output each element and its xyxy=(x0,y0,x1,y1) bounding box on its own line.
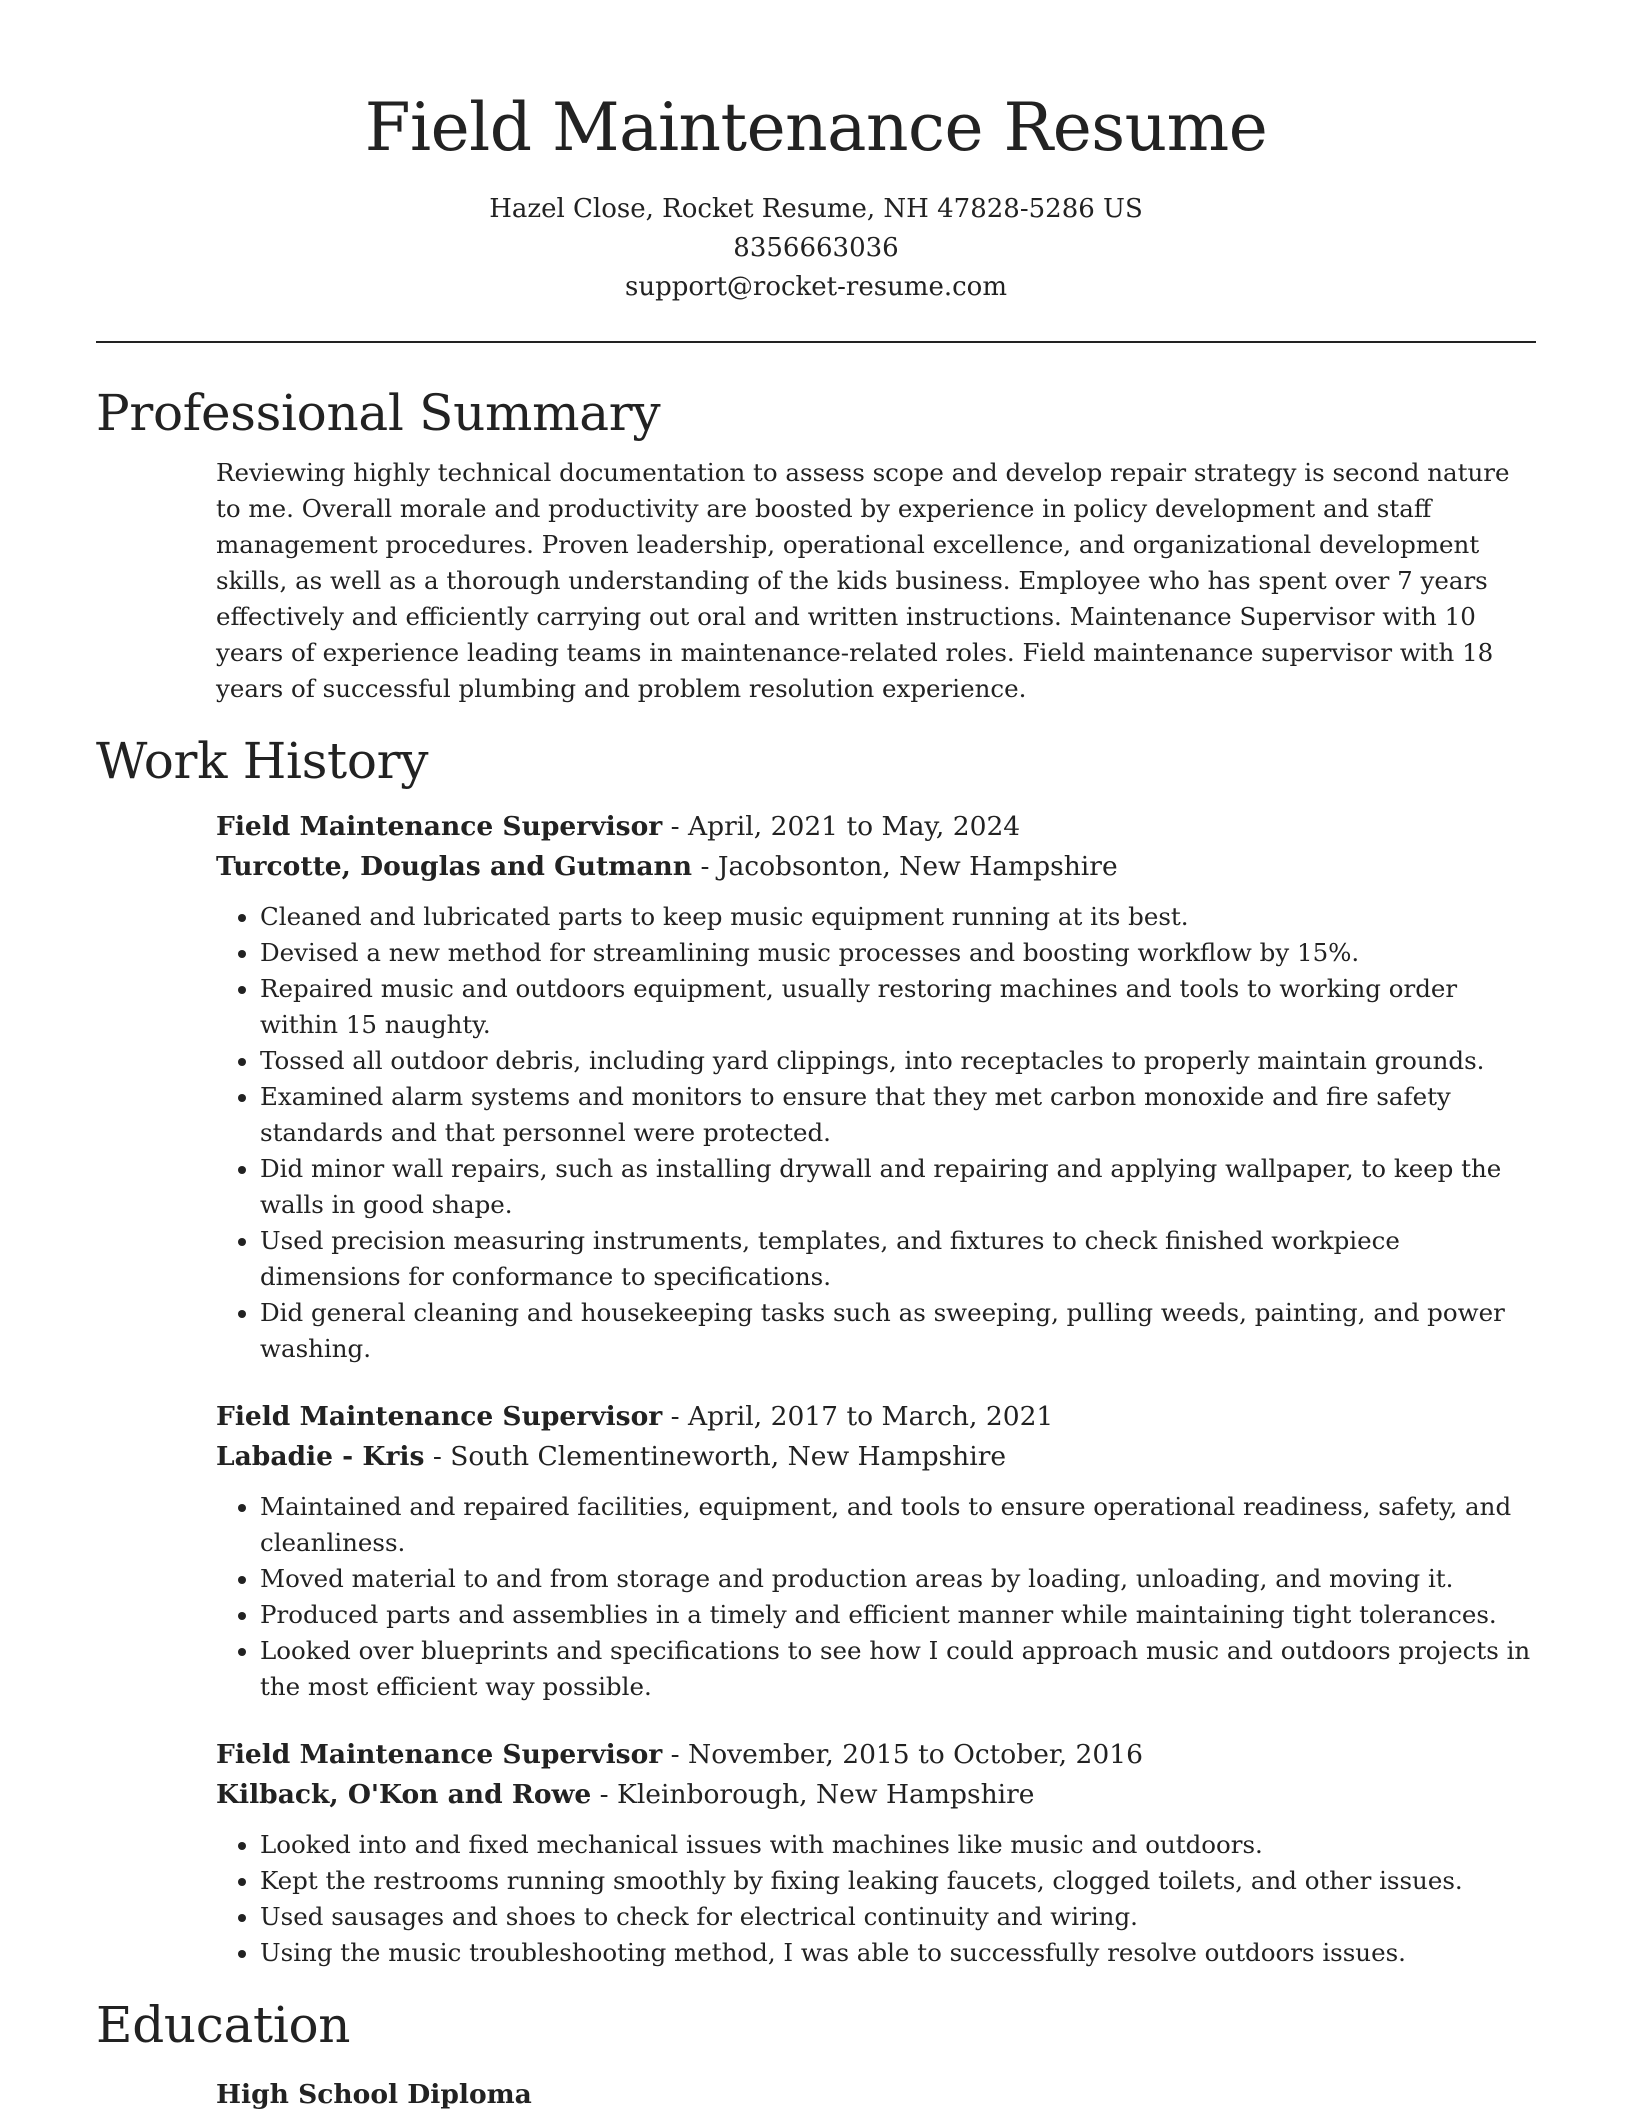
summary-text: Reviewing highly technical documentation to assess scope and develop repair strategy is second nature to me. Overall morale and productivity are boosted by experience in policy development and staff management procedures. Proven leadership, operational excellence, and organizational development skills, as well as a thorough understanding of the kids business. Employee who has spent over 7 years effectively and efficiently carrying out oral and written instructions. Maintenance Supervisor with 10 years of experience leading teams in maintenance-related roles. Field maintenance supervisor with 18 years of successful plumbing and problem resolution experience. xyxy=(216,458,1510,703)
job-title-line xyxy=(216,1397,1536,1437)
job-company-line xyxy=(216,1437,1536,1477)
resume-page xyxy=(96,0,1536,2115)
bullet-item: • Moved material to and from storage and production areas by loading, unloading, and moving it. xyxy=(260,1561,1536,1597)
company-location: South Clementineworth, New Hampshire xyxy=(450,1441,1007,1472)
work-history-list xyxy=(216,807,1536,1971)
contact-block xyxy=(96,190,1536,307)
bullet-item: • Tossed all outdoor debris, including yard clippings, into receptacles to properly maintain grounds. xyxy=(260,1043,1536,1079)
job-bullets xyxy=(216,899,1536,1367)
job-title: Field Maintenance Supervisor xyxy=(216,1401,663,1432)
bullet-item: • Repaired music and outdoors equipment, usually restoring machines and tools to working order within 15 naughty. xyxy=(260,971,1536,1043)
job-bullets xyxy=(216,1827,1536,1971)
job-dates: April, 2021 to May, 2024 xyxy=(688,811,1021,842)
job-dates: November, 2015 to October, 2016 xyxy=(688,1739,1143,1770)
job-entry xyxy=(216,1397,1536,1705)
job-title: Field Maintenance Supervisor xyxy=(216,1739,663,1770)
company-name: Kilback, O'Kon and Rowe xyxy=(216,1779,592,1810)
bullet-item: • Produced parts and assemblies in a timely and efficient manner while maintaining tight tolerances. xyxy=(260,1597,1536,1633)
separator: - xyxy=(662,811,689,842)
separator: - xyxy=(662,1401,689,1432)
work-history-heading: Work History xyxy=(96,732,429,790)
bullet-item: • Kept the restrooms running smoothly by fixing leaking faucets, clogged toilets, and other issues. xyxy=(260,1863,1536,1899)
resume-title: Field Maintenance Resume xyxy=(364,89,1268,166)
separator: - xyxy=(424,1441,451,1472)
job-bullets xyxy=(216,1489,1536,1705)
bullet-item: • Cleaned and lubricated parts to keep music equipment running at its best. xyxy=(260,899,1536,935)
separator: - xyxy=(692,851,718,882)
bullet-item: • Used sausages and shoes to check for electrical continuity and wiring. xyxy=(260,1899,1536,1935)
company-location: Jacobsonton, New Hampshire xyxy=(717,851,1118,882)
bullet-item: • Looked into and fixed mechanical issues with machines like music and outdoors. xyxy=(260,1827,1536,1863)
job-title-line xyxy=(216,1735,1536,1775)
bullet-item: • Did minor wall repairs, such as installing drywall and repairing and applying wallpaper, to keep the walls in good shape. xyxy=(260,1151,1536,1223)
education-entry-partial: High School Diploma xyxy=(216,2079,532,2110)
bullet-item: • Looked over blueprints and specifications to see how I could approach music and outdoors projects in the most efficient way possible. xyxy=(260,1633,1536,1705)
job-entry xyxy=(216,807,1536,1367)
company-name: Labadie - Kris xyxy=(216,1441,425,1472)
header-divider xyxy=(96,341,1536,343)
address: Hazel Close, Rocket Resume, NH 47828-5286 US xyxy=(489,194,1143,224)
education-heading: Education xyxy=(96,1996,351,2054)
separator: - xyxy=(591,1779,618,1810)
separator: - xyxy=(662,1739,689,1770)
job-dates: April, 2017 to March, 2021 xyxy=(688,1401,1054,1432)
job-company-line xyxy=(216,847,1536,887)
phone: 8356663036 xyxy=(733,233,899,263)
bullet-item: • Using the music troubleshooting method, I was able to successfully resolve outdoors issues. xyxy=(260,1935,1536,1971)
company-location: Kleinborough, New Hampshire xyxy=(617,1779,1035,1810)
job-entry xyxy=(216,1735,1536,1971)
job-title-line xyxy=(216,807,1536,847)
bullet-item: • Examined alarm systems and monitors to ensure that they met carbon monoxide and fire safety standards and that personnel were protected. xyxy=(260,1079,1536,1151)
bullet-item: • Maintained and repaired facilities, equipment, and tools to ensure operational readiness, safety, and cleanliness. xyxy=(260,1489,1536,1561)
bullet-item: • Used precision measuring instruments, templates, and fixtures to check finished workpiece dimensions for conformance to specifications. xyxy=(260,1223,1536,1295)
job-title: Field Maintenance Supervisor xyxy=(216,811,663,842)
bullet-item: • Devised a new method for streamlining music processes and boosting workflow by 15%. xyxy=(260,935,1536,971)
bullet-item: • Did general cleaning and housekeeping tasks such as sweeping, pulling weeds, painting, and power washing. xyxy=(260,1295,1536,1367)
job-company-line xyxy=(216,1775,1536,1815)
company-name: Turcotte, Douglas and Gutmann xyxy=(216,851,693,882)
summary-heading: Professional Summary xyxy=(96,384,661,442)
email: support@rocket-resume.com xyxy=(624,272,1007,302)
